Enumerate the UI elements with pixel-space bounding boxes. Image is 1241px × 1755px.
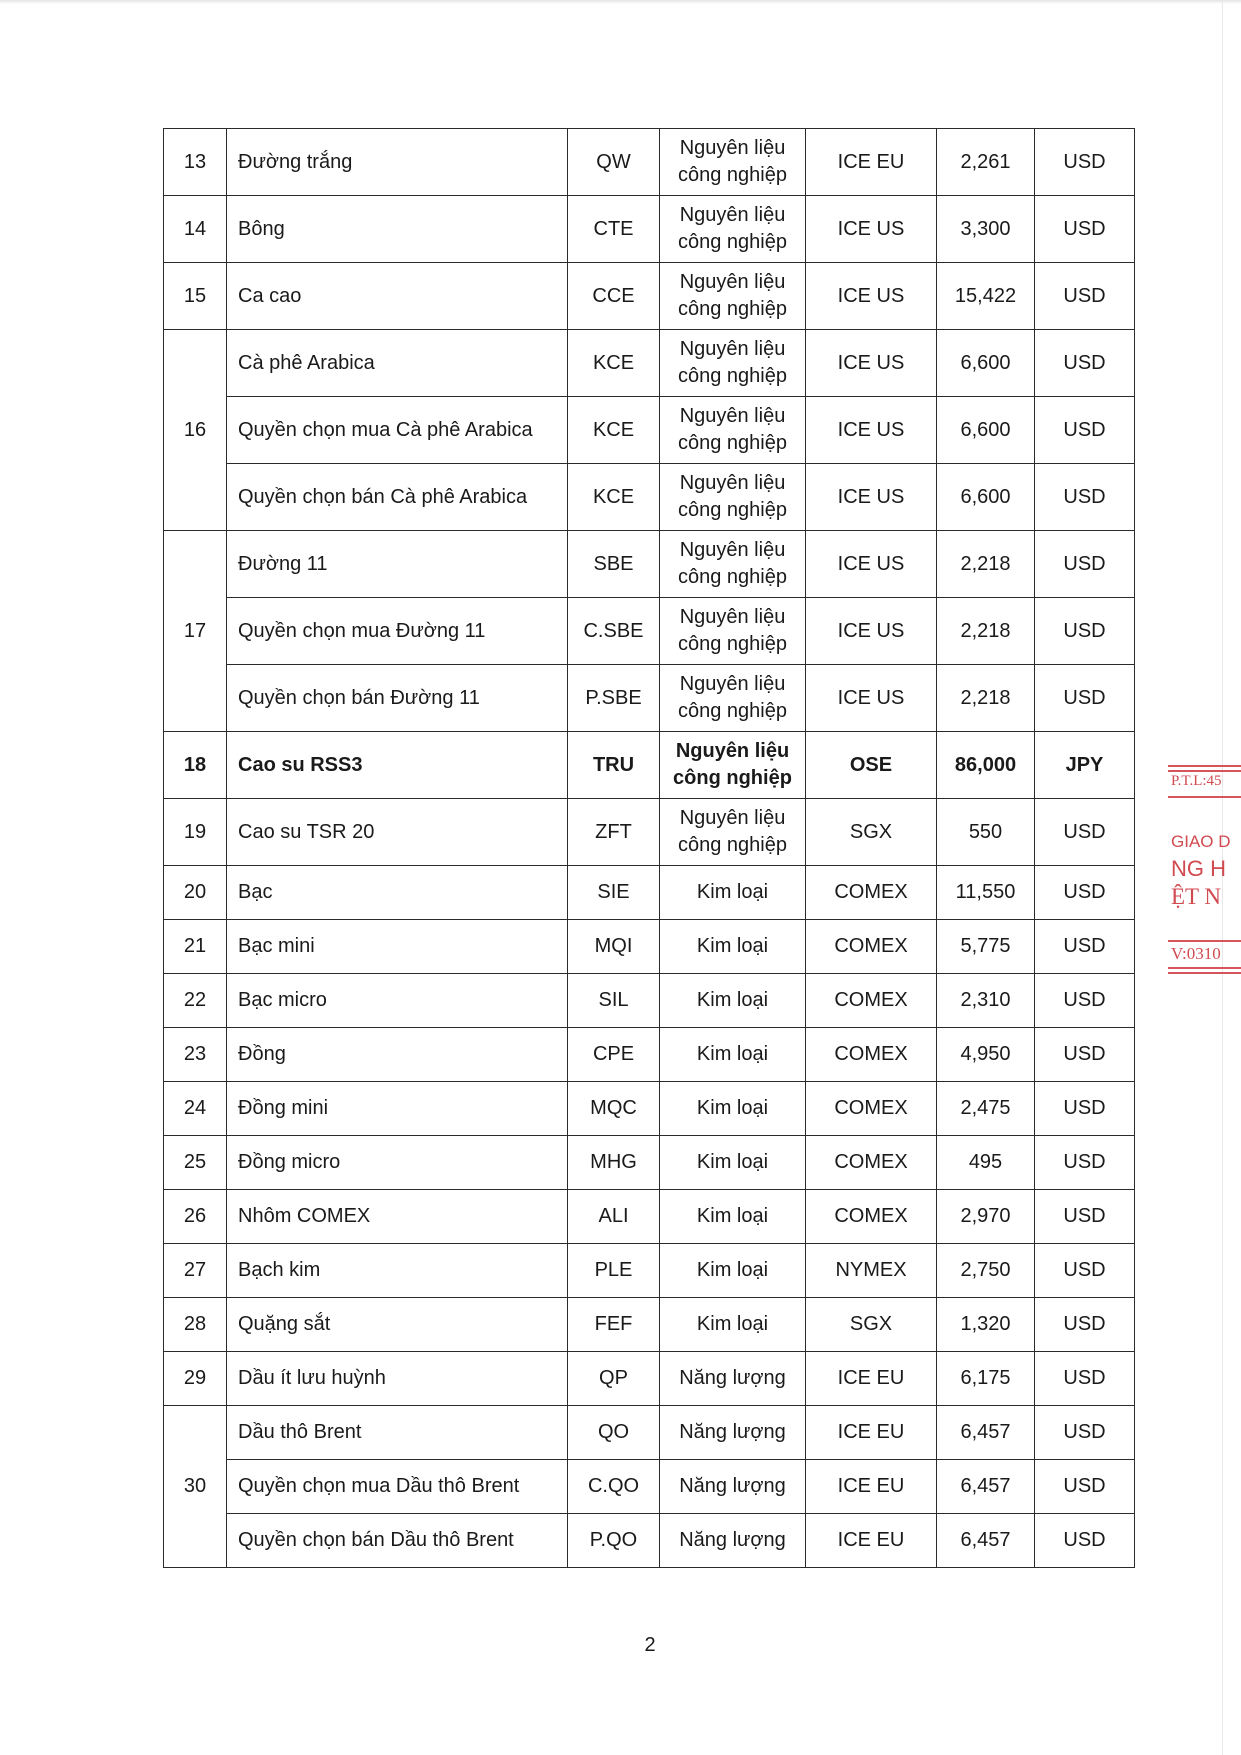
stamp-text-4: ỆT N [1171, 884, 1222, 909]
commodity-code: QP [568, 1352, 660, 1406]
row-number: 30 [164, 1406, 227, 1568]
exchange: NYMEX [806, 1244, 937, 1298]
margin-value: 6,600 [937, 464, 1035, 531]
exchange: ICE US [806, 598, 937, 665]
exchange: ICE US [806, 531, 937, 598]
commodity-code: CTE [568, 196, 660, 263]
stamp-text-5: V:0310 [1171, 944, 1221, 963]
commodity-name: Cà phê Arabica [227, 330, 568, 397]
stamp-text-3: NG H [1171, 856, 1226, 881]
table-row [164, 1136, 1135, 1190]
margin-table [163, 128, 1135, 1568]
commodity-group: Nguyên liệu công nghiệp [660, 196, 806, 263]
row-number: 16 [164, 330, 227, 531]
exchange: ICE US [806, 330, 937, 397]
exchange: SGX [806, 1298, 937, 1352]
table-row [164, 866, 1135, 920]
currency: USD [1035, 866, 1135, 920]
row-number: 19 [164, 799, 227, 866]
currency: USD [1035, 1244, 1135, 1298]
exchange: ICE EU [806, 1514, 937, 1568]
currency: USD [1035, 1352, 1135, 1406]
commodity-group: Kim loại [660, 1136, 806, 1190]
table-row [164, 1190, 1135, 1244]
page-number: 2 [644, 1634, 656, 1656]
commodity-name: Dầu thô Brent [227, 1406, 568, 1460]
margin-value: 2,310 [937, 974, 1035, 1028]
table-row [164, 598, 1135, 665]
currency: USD [1035, 598, 1135, 665]
table-row [164, 1514, 1135, 1568]
commodity-name: Quyền chọn bán Dầu thô Brent [227, 1514, 568, 1568]
margin-value: 3,300 [937, 196, 1035, 263]
currency: USD [1035, 531, 1135, 598]
commodity-name: Bạc micro [227, 974, 568, 1028]
commodity-group: Nguyên liệu công nghiệp [660, 397, 806, 464]
stamp-text-1: P.T.L:45 [1171, 773, 1222, 789]
table-row [164, 129, 1135, 196]
currency: USD [1035, 920, 1135, 974]
commodity-name: Nhôm COMEX [227, 1190, 568, 1244]
exchange: COMEX [806, 1136, 937, 1190]
row-number: 22 [164, 974, 227, 1028]
commodity-code: MQC [568, 1082, 660, 1136]
exchange: COMEX [806, 1028, 937, 1082]
table-row [164, 464, 1135, 531]
commodity-name: Đồng micro [227, 1136, 568, 1190]
exchange: OSE [806, 732, 937, 799]
margin-value: 6,457 [937, 1406, 1035, 1460]
currency: USD [1035, 1028, 1135, 1082]
stamp-text-2: GIAO D [1171, 832, 1231, 851]
table-row [164, 397, 1135, 464]
commodity-group: Năng lượng [660, 1352, 806, 1406]
commodity-group: Nguyên liệu công nghiệp [660, 598, 806, 665]
table-row [164, 1244, 1135, 1298]
commodity-code: P.QO [568, 1514, 660, 1568]
currency: USD [1035, 974, 1135, 1028]
currency: USD [1035, 464, 1135, 531]
exchange: COMEX [806, 1190, 937, 1244]
commodity-name: Bạch kim [227, 1244, 568, 1298]
commodity-code: ZFT [568, 799, 660, 866]
currency: USD [1035, 263, 1135, 330]
commodity-name: Quyền chọn mua Cà phê Arabica [227, 397, 568, 464]
commodity-name: Quyền chọn bán Đường 11 [227, 665, 568, 732]
commodity-group: Kim loại [660, 866, 806, 920]
table-row [164, 732, 1135, 799]
margin-value: 2,218 [937, 598, 1035, 665]
table-row [164, 1082, 1135, 1136]
table-row [164, 920, 1135, 974]
commodity-group: Kim loại [660, 1190, 806, 1244]
exchange: ICE EU [806, 1352, 937, 1406]
commodity-code: SBE [568, 531, 660, 598]
commodity-group: Kim loại [660, 1082, 806, 1136]
commodity-code: TRU [568, 732, 660, 799]
exchange: ICE US [806, 263, 937, 330]
margin-value: 86,000 [937, 732, 1035, 799]
commodity-group: Nguyên liệu công nghiệp [660, 330, 806, 397]
table-row [164, 1352, 1135, 1406]
commodity-group: Nguyên liệu công nghiệp [660, 799, 806, 866]
currency: USD [1035, 1190, 1135, 1244]
margin-value: 5,775 [937, 920, 1035, 974]
currency: USD [1035, 1514, 1135, 1568]
commodity-name: Ca cao [227, 263, 568, 330]
commodity-name: Bạc mini [227, 920, 568, 974]
commodity-group: Kim loại [660, 1244, 806, 1298]
commodity-code: MHG [568, 1136, 660, 1190]
commodity-group: Kim loại [660, 974, 806, 1028]
commodity-code: QO [568, 1406, 660, 1460]
commodity-name: Đường trắng [227, 129, 568, 196]
commodity-code: SIL [568, 974, 660, 1028]
row-number: 28 [164, 1298, 227, 1352]
row-number: 29 [164, 1352, 227, 1406]
exchange: ICE EU [806, 1460, 937, 1514]
commodity-name: Cao su TSR 20 [227, 799, 568, 866]
table-row [164, 330, 1135, 397]
commodity-name: Quặng sắt [227, 1298, 568, 1352]
commodity-group: Nguyên liệu công nghiệp [660, 732, 806, 799]
commodity-code: KCE [568, 330, 660, 397]
table-row [164, 799, 1135, 866]
row-number: 17 [164, 531, 227, 732]
commodity-name: Quyền chọn mua Dầu thô Brent [227, 1460, 568, 1514]
table-row [164, 1298, 1135, 1352]
currency: USD [1035, 1298, 1135, 1352]
commodity-group: Kim loại [660, 1028, 806, 1082]
exchange: SGX [806, 799, 937, 866]
commodity-code: C.QO [568, 1460, 660, 1514]
margin-value: 11,550 [937, 866, 1035, 920]
commodity-code: C.SBE [568, 598, 660, 665]
commodity-code: MQI [568, 920, 660, 974]
commodity-group: Nguyên liệu công nghiệp [660, 665, 806, 732]
commodity-name: Bạc [227, 866, 568, 920]
margin-value: 6,457 [937, 1514, 1035, 1568]
margin-value: 1,320 [937, 1298, 1035, 1352]
commodity-group: Kim loại [660, 920, 806, 974]
exchange: COMEX [806, 974, 937, 1028]
currency: USD [1035, 1460, 1135, 1514]
commodity-name: Cao su RSS3 [227, 732, 568, 799]
commodity-name: Dầu ít lưu huỳnh [227, 1352, 568, 1406]
exchange: ICE US [806, 196, 937, 263]
commodity-code: SIE [568, 866, 660, 920]
commodity-code: CPE [568, 1028, 660, 1082]
exchange: ICE US [806, 464, 937, 531]
commodity-name: Quyền chọn bán Cà phê Arabica [227, 464, 568, 531]
row-number: 13 [164, 129, 227, 196]
margin-value: 2,475 [937, 1082, 1035, 1136]
commodity-group: Nguyên liệu công nghiệp [660, 129, 806, 196]
currency: USD [1035, 330, 1135, 397]
margin-value: 2,750 [937, 1244, 1035, 1298]
currency: USD [1035, 397, 1135, 464]
commodity-code: KCE [568, 397, 660, 464]
exchange: COMEX [806, 920, 937, 974]
currency: USD [1035, 196, 1135, 263]
commodity-group: Năng lượng [660, 1460, 806, 1514]
table-row [164, 196, 1135, 263]
commodity-name: Đồng [227, 1028, 568, 1082]
margin-value: 2,218 [937, 665, 1035, 732]
commodity-group: Kim loại [660, 1298, 806, 1352]
currency: USD [1035, 665, 1135, 732]
margin-value: 6,457 [937, 1460, 1035, 1514]
margin-value: 2,218 [937, 531, 1035, 598]
commodity-code: P.SBE [568, 665, 660, 732]
commodity-name: Bông [227, 196, 568, 263]
table-row [164, 531, 1135, 598]
row-number: 24 [164, 1082, 227, 1136]
commodity-code: PLE [568, 1244, 660, 1298]
margin-value: 6,600 [937, 397, 1035, 464]
currency: USD [1035, 1082, 1135, 1136]
row-number: 14 [164, 196, 227, 263]
currency: JPY [1035, 732, 1135, 799]
row-number: 23 [164, 1028, 227, 1082]
row-number: 18 [164, 732, 227, 799]
commodity-group: Nguyên liệu công nghiệp [660, 263, 806, 330]
commodity-group: Nguyên liệu công nghiệp [660, 464, 806, 531]
exchange: ICE US [806, 397, 937, 464]
margin-value: 6,600 [937, 330, 1035, 397]
margin-value: 550 [937, 799, 1035, 866]
currency: USD [1035, 799, 1135, 866]
commodity-name: Đường 11 [227, 531, 568, 598]
commodity-code: CCE [568, 263, 660, 330]
commodity-name: Đồng mini [227, 1082, 568, 1136]
margin-value: 2,261 [937, 129, 1035, 196]
exchange: COMEX [806, 866, 937, 920]
page-top-shadow [0, 0, 1241, 4]
row-number: 20 [164, 866, 227, 920]
exchange: COMEX [806, 1082, 937, 1136]
commodity-group: Năng lượng [660, 1406, 806, 1460]
company-stamp [1168, 760, 1241, 990]
commodity-code: ALI [568, 1190, 660, 1244]
row-number: 15 [164, 263, 227, 330]
row-number: 25 [164, 1136, 227, 1190]
commodity-name: Quyền chọn mua Đường 11 [227, 598, 568, 665]
margin-value: 15,422 [937, 263, 1035, 330]
commodity-code: QW [568, 129, 660, 196]
commodity-code: FEF [568, 1298, 660, 1352]
table-row [164, 665, 1135, 732]
margin-value: 495 [937, 1136, 1035, 1190]
commodity-group: Nguyên liệu công nghiệp [660, 531, 806, 598]
exchange: ICE US [806, 665, 937, 732]
margin-value: 6,175 [937, 1352, 1035, 1406]
currency: USD [1035, 1406, 1135, 1460]
table-row [164, 1028, 1135, 1082]
margin-value: 2,970 [937, 1190, 1035, 1244]
table-row [164, 263, 1135, 330]
commodity-code: KCE [568, 464, 660, 531]
margin-value: 4,950 [937, 1028, 1035, 1082]
row-number: 27 [164, 1244, 227, 1298]
exchange: ICE EU [806, 1406, 937, 1460]
commodity-group: Năng lượng [660, 1514, 806, 1568]
exchange: ICE EU [806, 129, 937, 196]
table-row [164, 1406, 1135, 1460]
currency: USD [1035, 129, 1135, 196]
table-row [164, 1460, 1135, 1514]
table-row [164, 974, 1135, 1028]
currency: USD [1035, 1136, 1135, 1190]
row-number: 26 [164, 1190, 227, 1244]
row-number: 21 [164, 920, 227, 974]
